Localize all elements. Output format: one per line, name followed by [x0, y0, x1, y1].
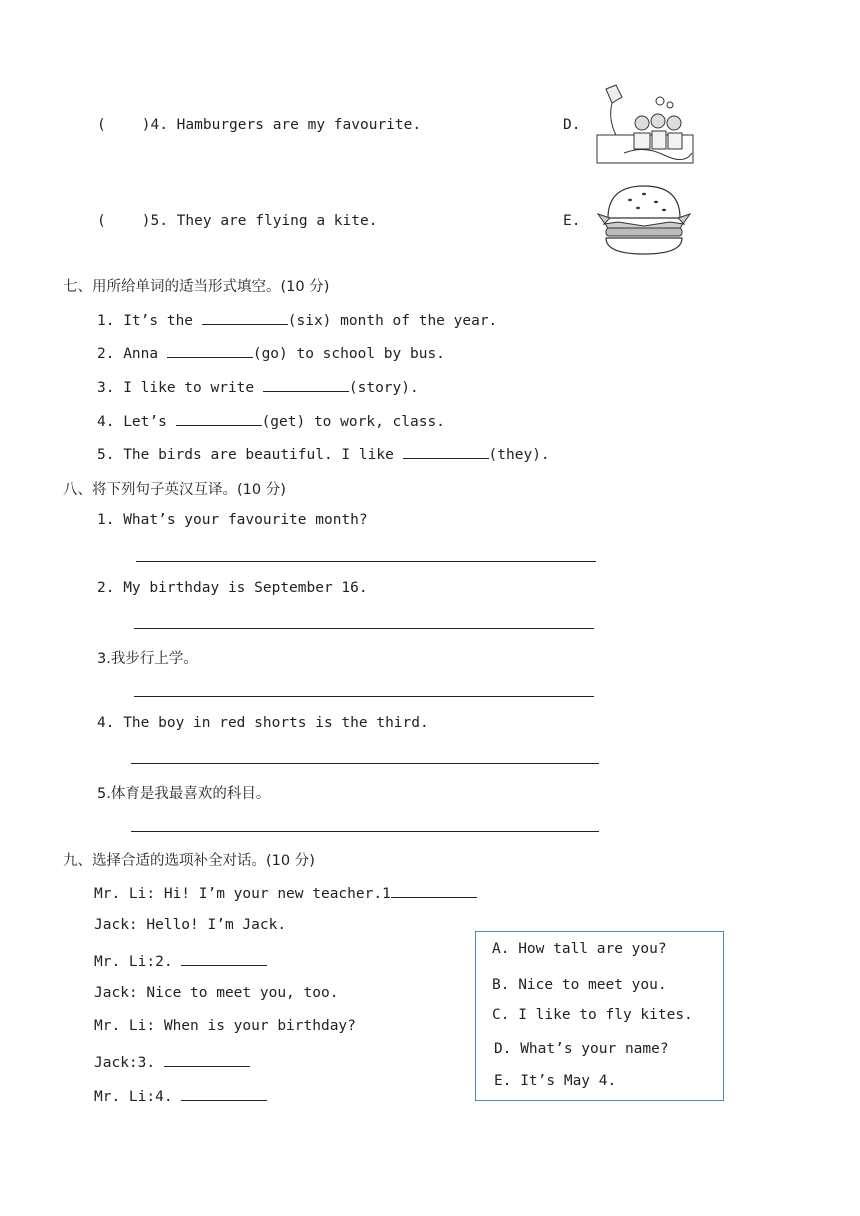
- section-8-title: 八、将下列句子英汉互译。(10 分): [63, 482, 286, 498]
- translate-item-5: 5.体育是我最喜欢的科目。: [97, 786, 271, 802]
- answer-blank[interactable]: [181, 1086, 267, 1101]
- kids-flying-kite-picture: [594, 83, 696, 165]
- answer-line[interactable]: [131, 831, 599, 832]
- answer-blank[interactable]: [167, 343, 253, 358]
- option-d: D. What’s your name?: [494, 1041, 669, 1057]
- item-number: 5.: [150, 213, 168, 229]
- answer-line[interactable]: [134, 696, 594, 697]
- fill-item-1: 1. It’s the (six) month of the year.: [97, 310, 497, 329]
- answer-bracket-close: ): [141, 213, 151, 229]
- option-b: B. Nice to meet you.: [492, 977, 667, 993]
- fill-item-2: 2. Anna (go) to school by bus.: [97, 343, 445, 362]
- option-a: A. How tall are you?: [492, 941, 667, 957]
- answer-bracket-open: (: [97, 213, 106, 229]
- translate-item-2: 2. My birthday is September 16.: [97, 580, 368, 596]
- dialogue-line-7: Mr. Li:4.: [94, 1086, 267, 1105]
- translate-item-1: 1. What’s your favourite month?: [97, 512, 368, 528]
- section-9-title: 九、选择合适的选项补全对话。(10 分): [63, 853, 315, 869]
- option-c: C. I like to fly kites.: [492, 1007, 693, 1023]
- translate-item-3: 3.我步行上学。: [97, 651, 198, 667]
- answer-line[interactable]: [136, 561, 596, 562]
- dialogue-line-4: Jack: Nice to meet you, too.: [94, 985, 339, 1001]
- answer-blank[interactable]: [202, 310, 288, 325]
- dialogue-line-6: Jack:3.: [94, 1052, 250, 1071]
- answer-blank[interactable]: [403, 444, 489, 459]
- answer-blank[interactable]: [164, 1052, 250, 1067]
- answer-blank[interactable]: [181, 951, 267, 966]
- dialogue-line-3: Mr. Li:2.: [94, 951, 267, 970]
- item-number: 4.: [150, 117, 168, 133]
- fill-item-4: 4. Let’s (get) to work, class.: [97, 411, 445, 430]
- answer-blank[interactable]: [176, 411, 262, 426]
- answer-line[interactable]: [131, 763, 599, 764]
- matching-row-5: [97, 213, 377, 229]
- translate-item-4: 4. The boy in red shorts is the third.: [97, 715, 429, 731]
- fill-item-3: 3. I like to write (story).: [97, 377, 419, 396]
- dialogue-line-2: Jack: Hello! I’m Jack.: [94, 917, 287, 933]
- answer-bracket-close: ): [141, 117, 151, 133]
- item-sentence: Hamburgers are my favourite.: [176, 117, 422, 133]
- matching-row-4: [97, 117, 421, 133]
- option-e: E. It’s May 4.: [494, 1073, 617, 1089]
- item-sentence: They are flying a kite.: [176, 213, 378, 229]
- fill-item-5: 5. The birds are beautiful. I like (they).: [97, 444, 550, 463]
- hamburger-picture: [594, 180, 694, 258]
- answer-line[interactable]: [134, 628, 594, 629]
- dialogue-line-1: Mr. Li: Hi! I’m your new teacher.1: [94, 883, 477, 902]
- dialogue-line-5: Mr. Li: When is your birthday?: [94, 1018, 356, 1034]
- section-7-title: 七、用所给单词的适当形式填空。(10 分): [63, 279, 330, 295]
- option-letter-d: D.: [563, 117, 581, 133]
- option-letter-e: E.: [563, 213, 581, 229]
- answer-blank[interactable]: [263, 377, 349, 392]
- answer-bracket-open: (: [97, 117, 106, 133]
- answer-blank[interactable]: [391, 883, 477, 898]
